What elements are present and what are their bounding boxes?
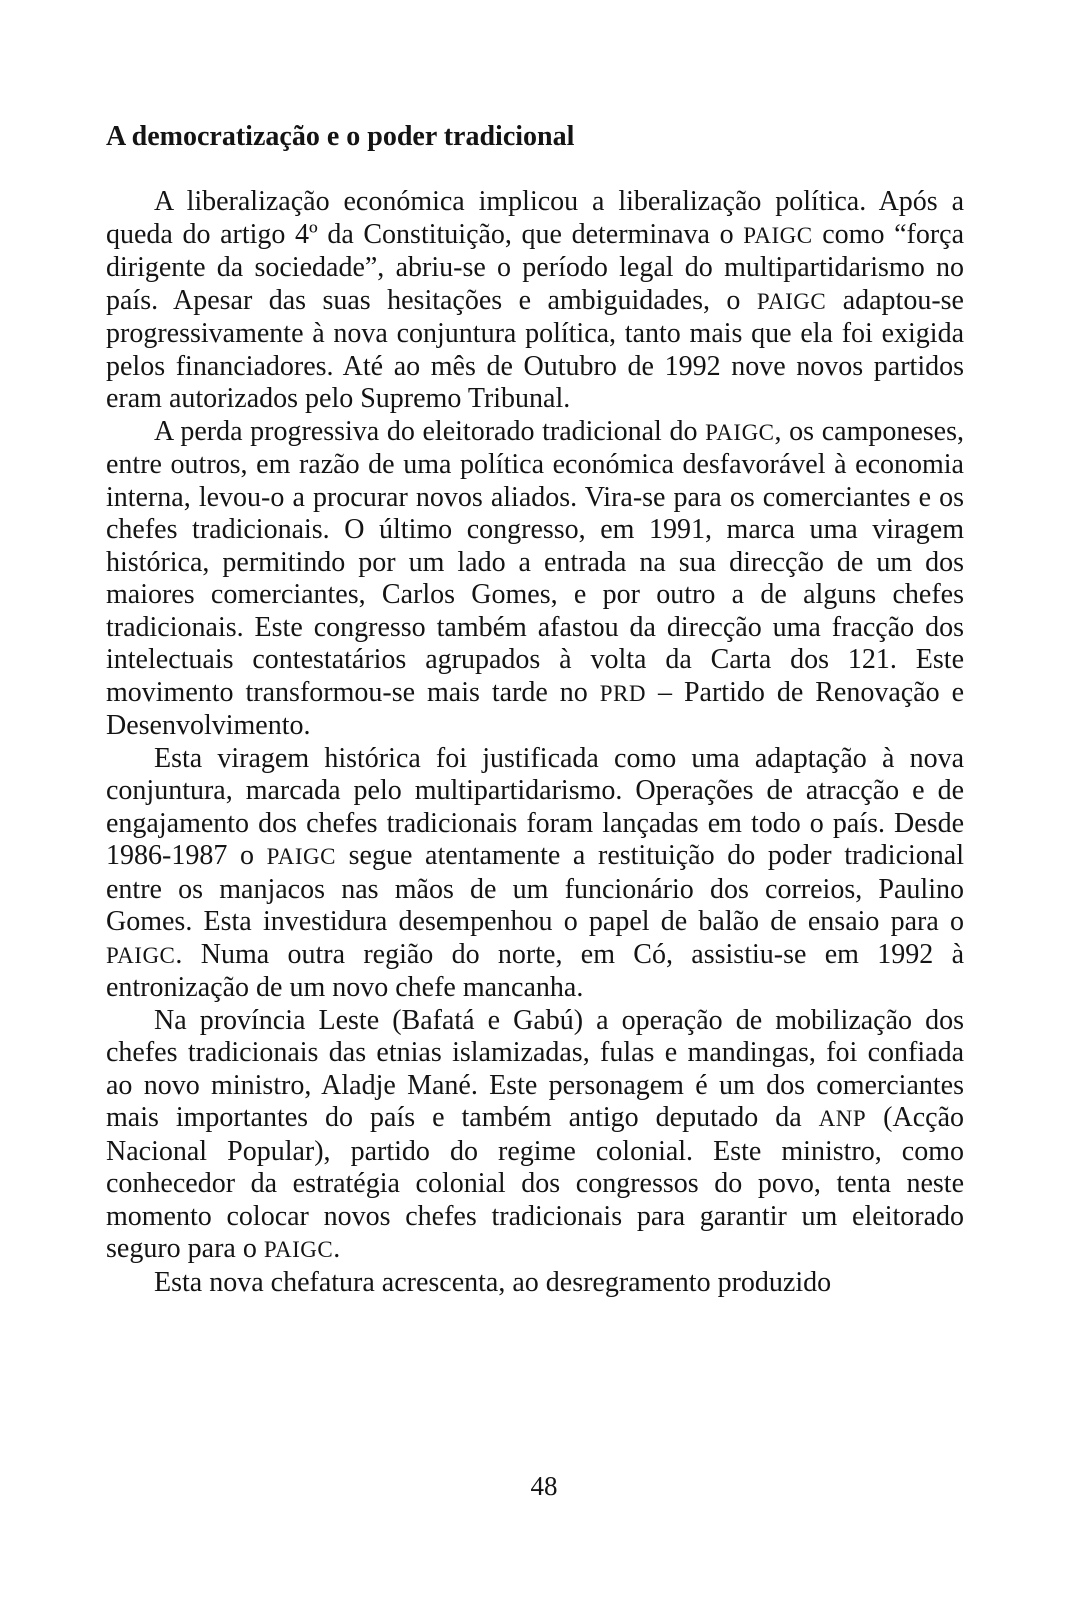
- text-run: A perda progressiva do eleitorado tradicional do: [154, 415, 706, 447]
- paragraph: [106, 1005, 964, 1267]
- text-run: A liberalização económica implicou a liberalização política. Após a queda do artigo 4º da Constituição, que determinava o: [106, 186, 964, 250]
- text-run: adaptou-se progressivamente à nova conjuntura política, tanto mais que ela foi exigida pelos financiadores. Até ao mês de Outubro de 1992 nove novos partidos eram autorizados pelo Supremo Tribunal.: [106, 284, 964, 414]
- acronym: PAIGC: [705, 419, 775, 445]
- text-run: Na província Leste (Bafatá e Gabú) a operação de mobilização dos chefes tradicionais das etnias islamizadas, fulas e mandingas, foi confiada ao novo ministro, Aladje Mané. Este personagem é um dos comerciantes mais importantes do país e também antigo deputado da: [106, 1004, 964, 1133]
- paragraph: [106, 186, 964, 416]
- paragraph: [106, 743, 964, 1005]
- text-run: como “força dirigente da sociedade”, abriu-se o período legal do multipartidarismo no país. Apesar das suas hesitações e ambiguidades, o: [106, 218, 965, 316]
- acronym: PAIGC: [106, 942, 176, 968]
- body-text: [106, 186, 964, 1299]
- acronym: PAIGC: [743, 222, 813, 248]
- section-heading: A democratização e o poder tradicional: [106, 121, 575, 152]
- text-run: .: [333, 1233, 341, 1264]
- text-run: (Acção Nacional Popular), partido do regime colonial. Este ministro, como conhecedor da estratégia colonial dos congressos do povo, tenta neste momento colocar novos chefes tradicionais para garantir um eleitorado seguro para o: [106, 1102, 964, 1264]
- text-run: Esta nova chefatura acrescenta, ao desregramento produzido: [154, 1266, 832, 1298]
- page-number: 48: [530, 1471, 558, 1501]
- acronym: PRD: [599, 680, 647, 706]
- text-run: Esta viragem histórica foi justificada como uma adaptação à nova conjuntura, marcada pelo multipartidarismo. Operações de atracção e de engajamento dos chefes tradicionais foram lançadas em todo o país. Desde 1986-1987 o: [106, 742, 964, 871]
- text-run: , os camponeses, entre outros, em razão de uma política económica desfavorável à economia interna, levou-o a procurar novos aliados. Vira-se para os comerciantes e os chefes tradicionais. O último congresso, em 1991, marca uma viragem histórica, permitindo por um lado a entrada na sua direcção de um dos maiores comerciantes, Carlos Gomes, e por outro a de alguns chefes tradicionais. Este congresso também afastou da direcção uma fracção dos intelectuais contestatários agrupados à volta da Carta dos 121. Este movimento transformou-se mais tarde no: [106, 415, 964, 708]
- paragraph: [106, 416, 964, 743]
- paragraph: [106, 1267, 964, 1300]
- acronym: ANP: [818, 1106, 867, 1131]
- acronym: PAIGC: [263, 1237, 334, 1262]
- acronym: PAIGC: [266, 844, 337, 869]
- text-run: segue atentamente a restituição do poder tradicional entre os manjacos nas mãos de um funcionário dos correios, Paulino Gomes. Esta investidura desempenhou o papel de balão de ensaio para o: [106, 840, 964, 937]
- text-run: – Partido de Renovação e Desenvolvimento.: [106, 676, 965, 741]
- acronym: PAIGC: [756, 288, 827, 314]
- text-run: . Numa outra região do norte, em Có, assistiu-se em 1992 à entronização de um novo chefe mancanha.: [106, 938, 964, 1003]
